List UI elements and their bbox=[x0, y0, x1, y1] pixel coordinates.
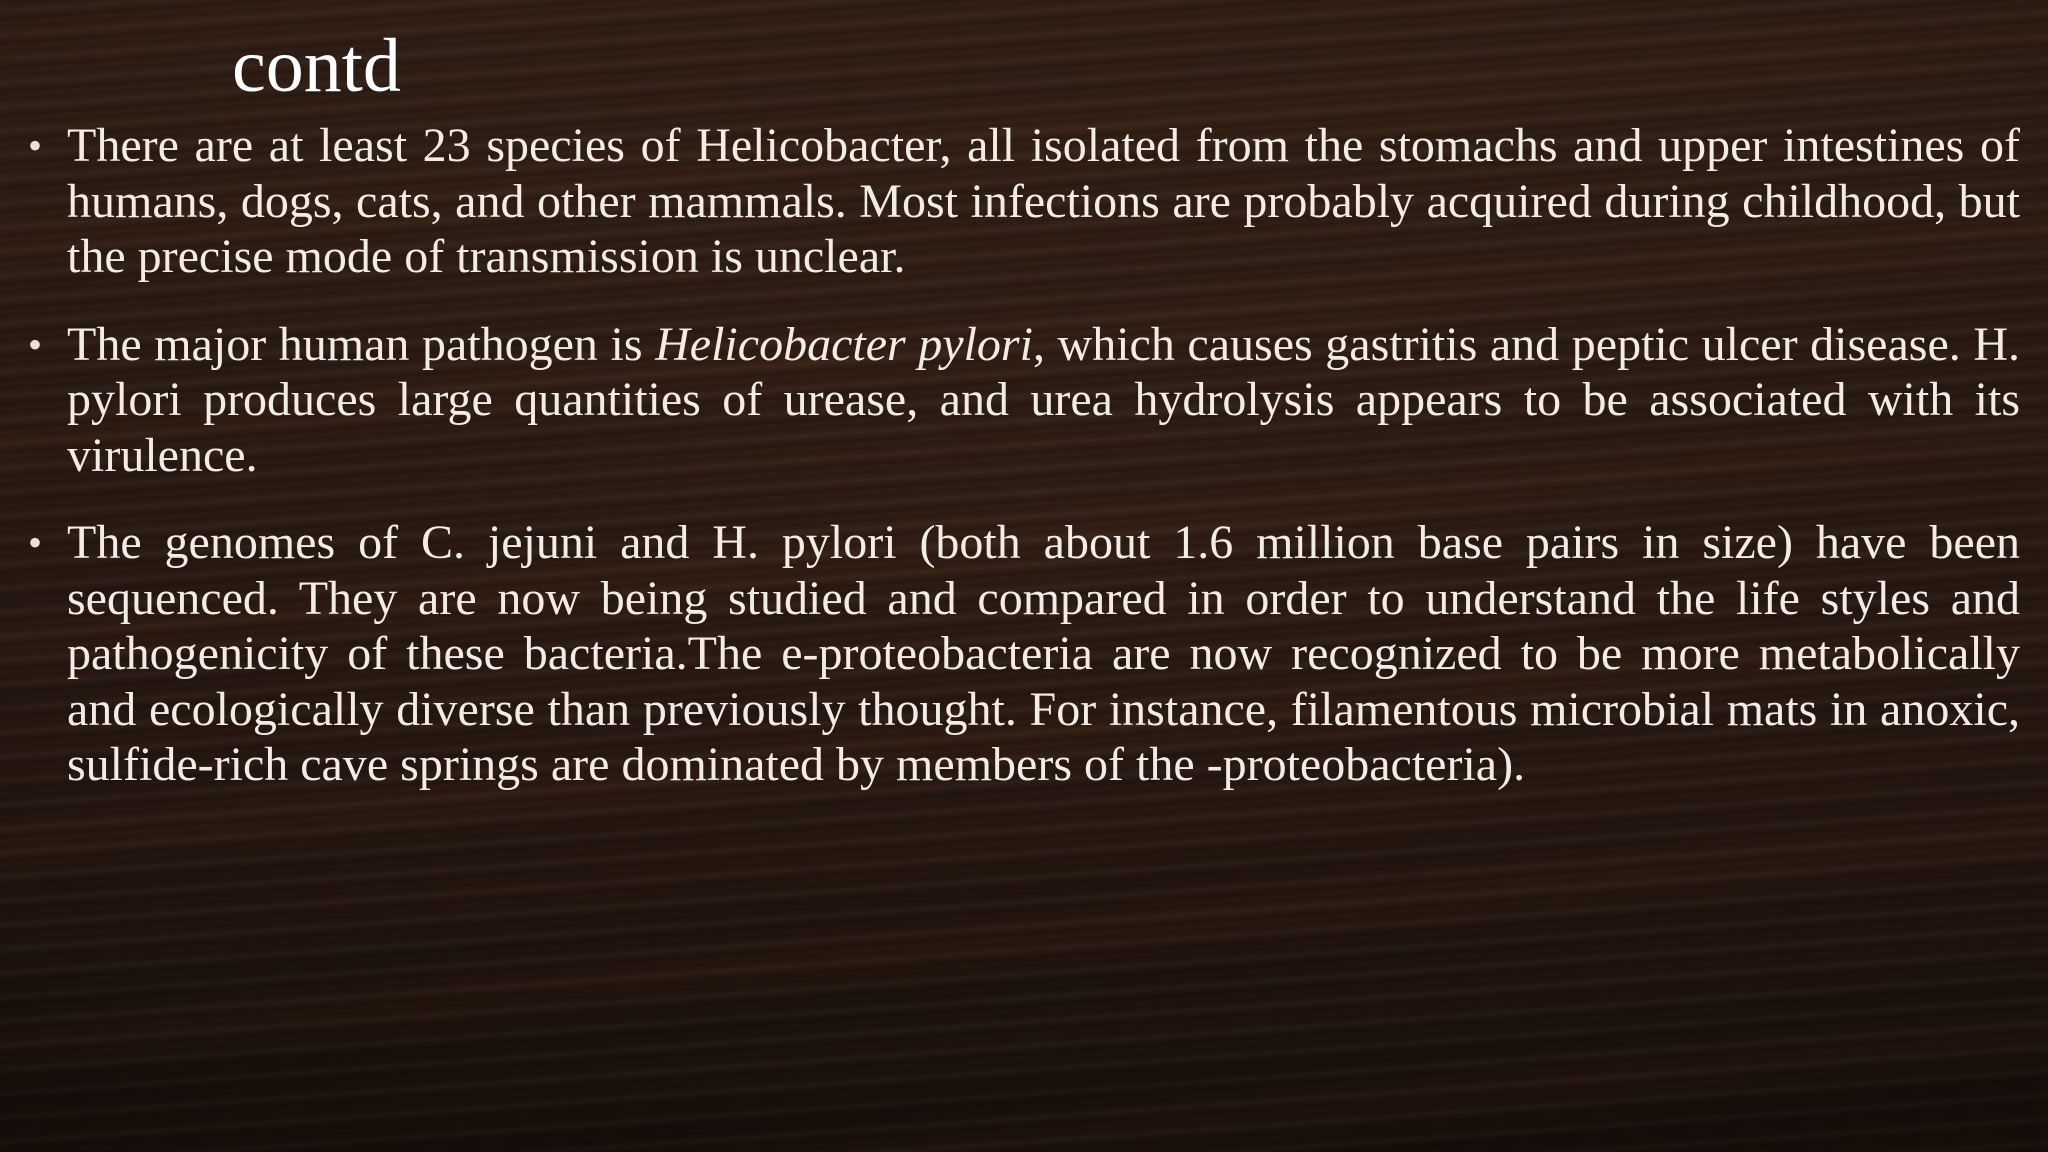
bullet-icon: • bbox=[28, 321, 43, 367]
bullet-text-3: The genomes of C. jejuni and H. pylori (both about 1.6 million base pairs in size) have been sequenced. They are now being studied and compared in order to understand the life styles and pathogenicity of these bacteria.The e-proteobacteria are now recognized to be more metabolically and ecologically diverse than previously thought. For instance, filamentous microbial mats in anoxic, sulfide-rich cave springs are dominated by members of the -proteobacteria). bbox=[67, 516, 2020, 791]
bullet-item-3 bbox=[0, 515, 2048, 793]
bullet-item-1 bbox=[0, 118, 2048, 285]
bullet-item-2 bbox=[0, 317, 2048, 484]
bullet-icon: • bbox=[28, 520, 43, 565]
bullet-text-2-pre: The major human pathogen is bbox=[67, 317, 656, 371]
bullet-text-1: There are at least 23 species of Helicobacter, all isolated from the stomachs and upper intestines of humans, dogs, cats, and other mammals. Most infections are probably acquired during childhood, but the precise mode of transmission is unclear. bbox=[67, 119, 2020, 283]
slide-title: contd bbox=[232, 24, 401, 108]
bullet-text-2-post: , which causes gastritis and peptic ulcer disease. H. pylori produces large quantities of urease, and urea hydrolysis appears to be associated with its virulence. bbox=[67, 317, 2021, 482]
bullet-list bbox=[0, 118, 2048, 793]
bullet-icon: • bbox=[28, 123, 43, 168]
species-name-italic: Helicobacter pylori bbox=[655, 317, 1033, 371]
